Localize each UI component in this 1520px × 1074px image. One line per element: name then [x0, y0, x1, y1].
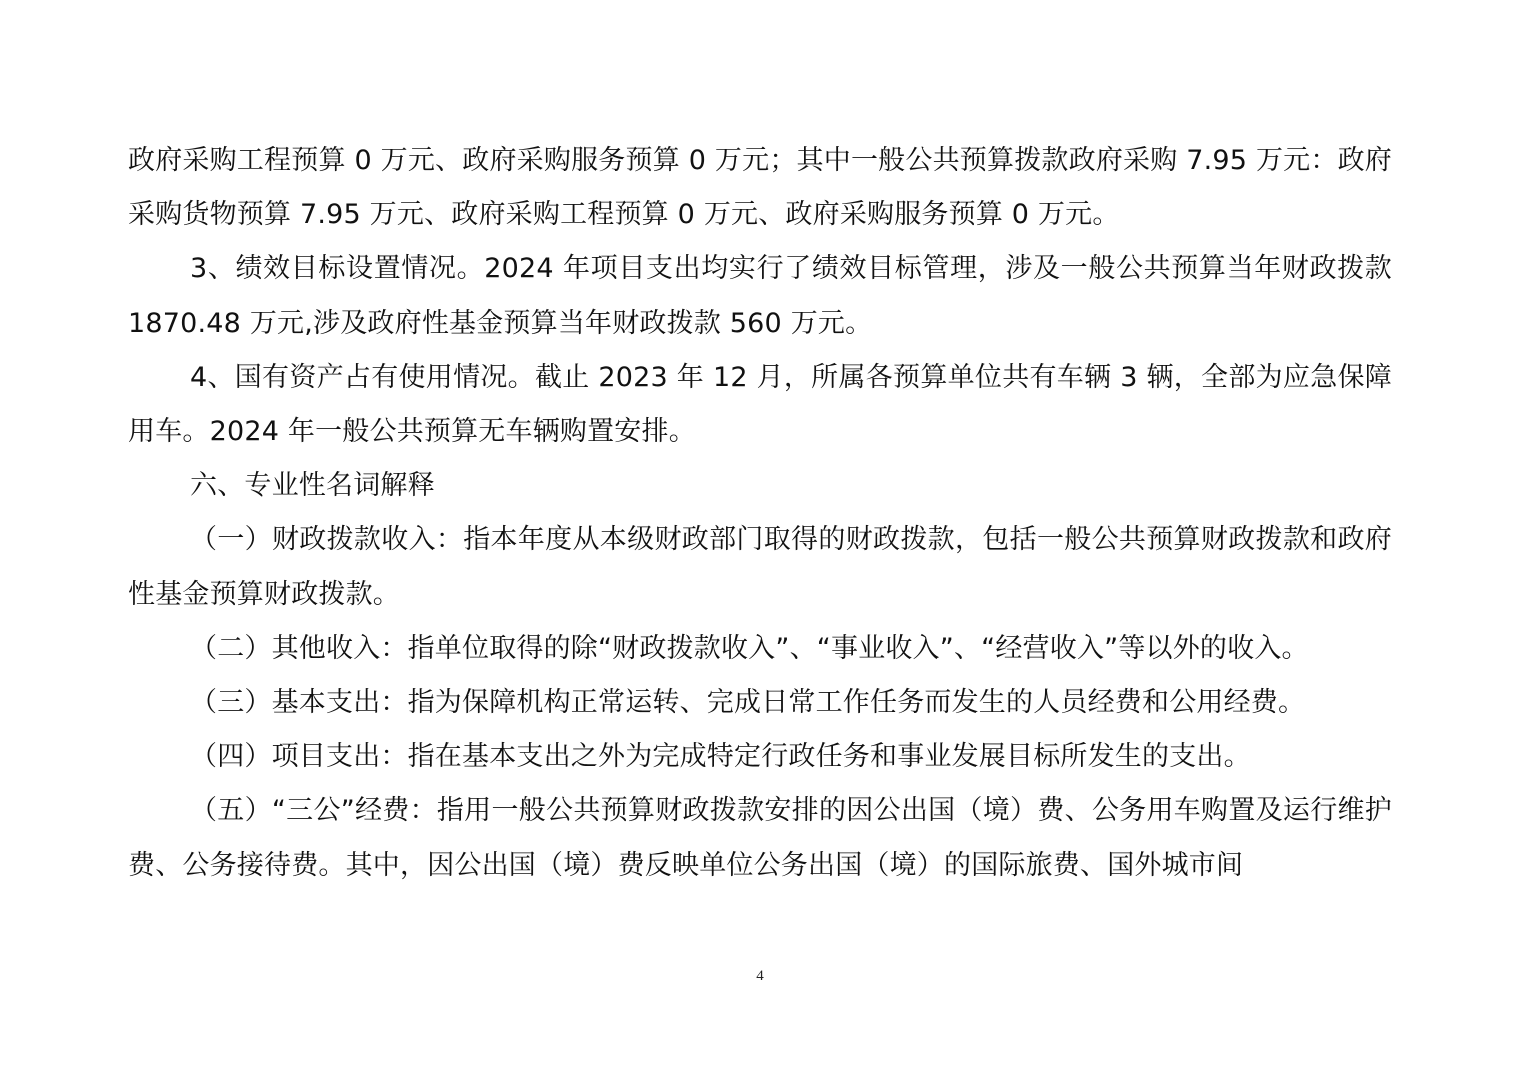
paragraph-procurement-continued: 政府采购工程预算 0 万元、政府采购服务预算 0 万元；其中一般公共预算拨款政府采购 7.95 万元：政府采购货物预算 7.95 万元、政府采购工程预算 0 万元、政府采购服务预算 0 万元。	[128, 145, 1392, 231]
section-heading-terminology: 六、专业性名词解释	[190, 470, 435, 502]
paragraph-state-assets: 4、国有资产占有使用情况。截止 2023 年 12 月，所属各预算单位共有车辆 3 辆，全部为应急保障用车。2024 年一般公共预算无车辆购置安排。	[128, 361, 1392, 448]
document-body	[128, 134, 1392, 893]
paragraph-term-three-public-expenses: （五）“三公”经费：指用一般公共预算财政拨款安排的因公出国（境）费、公务用车购置及运行维护费、公务接待费。其中，因公出国（境）费反映单位公务出国（境）的国际旅费、国外城市间	[128, 795, 1392, 881]
page-number: 4	[756, 968, 764, 984]
paragraph-term-basic-expenditure: （三）基本支出：指为保障机构正常运转、完成日常工作任务而发生的人员经费和公用经费。	[190, 687, 1306, 719]
paragraph-term-other-income: （二）其他收入：指单位取得的除“财政拨款收入”、“事业收入”、“经营收入”等以外的收入。	[190, 632, 1309, 664]
paragraph-term-project-expenditure: （四）项目支出：指在基本支出之外为完成特定行政任务和事业发展目标所发生的支出。	[190, 741, 1251, 773]
paragraph-performance-targets: 3、绩效目标设置情况。2024 年项目支出均实行了绩效目标管理，涉及一般公共预算当年财政拨款 1870.48 万元,涉及政府性基金预算当年财政拨款 560 万元。	[128, 253, 1392, 339]
paragraph-term-fiscal-appropriation: （一）财政拨款收入：指本年度从本级财政部门取得的财政拨款，包括一般公共预算财政拨款和政府性基金预算财政拨款。	[128, 524, 1392, 610]
